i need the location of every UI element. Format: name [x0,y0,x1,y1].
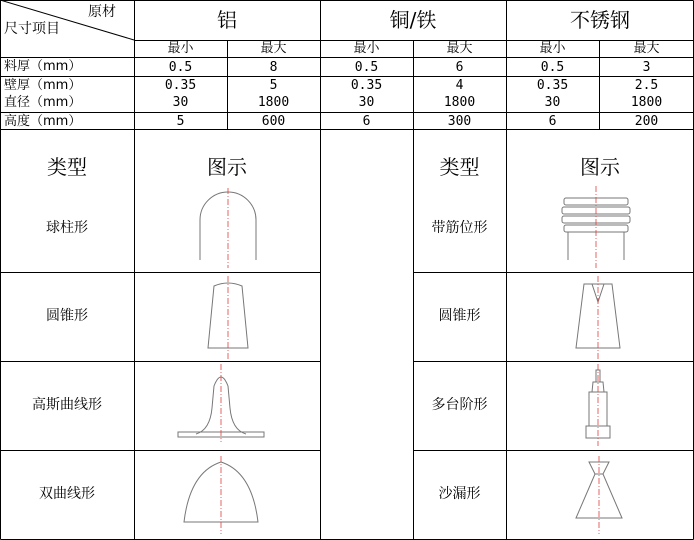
corner-label-material: 原材 [88,4,116,20]
min-header: 最小 [167,41,194,56]
multi-step-figure [580,364,616,446]
table-cell: 30 [172,95,189,110]
type-label-ribbed: 带筋位形 [431,220,488,236]
left-type-header: 类型 [47,155,87,179]
table-cell: 1800 [443,95,476,110]
table-cell: 0.5 [168,60,193,75]
type-label-ball-cylinder: 球柱形 [46,220,88,236]
table-cell: 6 [455,60,464,75]
table-cell: 5 [269,78,278,93]
corner-label-dimension: 尺寸项目 [4,21,60,37]
table-cell: 8 [269,60,278,75]
table-cell: 0.5 [354,60,379,75]
material-header-stainless: 不锈钢 [570,8,630,32]
table-cell: 0.35 [536,78,569,93]
type-label-hourglass: 沙漏形 [438,486,481,502]
row-label-wall-thickness: 壁厚（mm） [4,78,82,93]
type-label-cone: 圆锥形 [46,308,88,324]
type-label-gaussian: 高斯曲线形 [32,397,102,413]
cone-figure [566,276,630,360]
table-cell: 4 [455,78,464,93]
hourglass-figure [570,456,628,534]
row-label-diameter: 直径（mm） [4,95,82,110]
table-cell: 1800 [630,95,663,110]
row-label-sheet-thickness: 料厚（mm） [4,59,82,74]
row-label-height: 高度（mm） [4,114,82,129]
material-header-copper-iron: 铜/铁 [389,8,437,32]
table-cell: 30 [358,95,375,110]
table-cell: 300 [447,114,472,129]
type-label-multi-step: 多台阶形 [431,397,488,413]
table-cell: 6 [362,114,371,129]
table-cell: 1800 [257,95,290,110]
right-type-header: 类型 [439,155,480,179]
table-cell: 3 [642,60,651,75]
table-cell: 0.35 [164,78,197,93]
table-cell: 200 [634,114,659,129]
hyperbolic-figure [178,456,264,534]
type-label-hyperbolic: 双曲线形 [39,486,95,502]
table-cell: 5 [176,114,185,129]
table-cell: 0.5 [540,60,565,75]
left-figure-header: 图示 [207,155,247,179]
material-header-aluminum: 铝 [217,8,237,32]
cone-figure [196,276,260,360]
max-header: 最大 [633,41,660,56]
table-cell: 6 [548,114,557,129]
ribbed-figure [556,186,636,268]
ball-cylinder-figure [190,188,266,268]
table-cell: 0.35 [350,78,383,93]
min-header: 最小 [353,41,380,56]
table-cell: 2.5 [634,78,659,93]
max-header: 最大 [260,41,287,56]
min-header: 最小 [539,41,566,56]
table-cell: 30 [544,95,561,110]
max-header: 最大 [446,41,473,56]
table-cell: 600 [261,114,286,129]
gaussian-figure [176,364,266,442]
right-figure-header: 图示 [580,155,620,179]
type-label-cone: 圆锥形 [438,308,481,324]
